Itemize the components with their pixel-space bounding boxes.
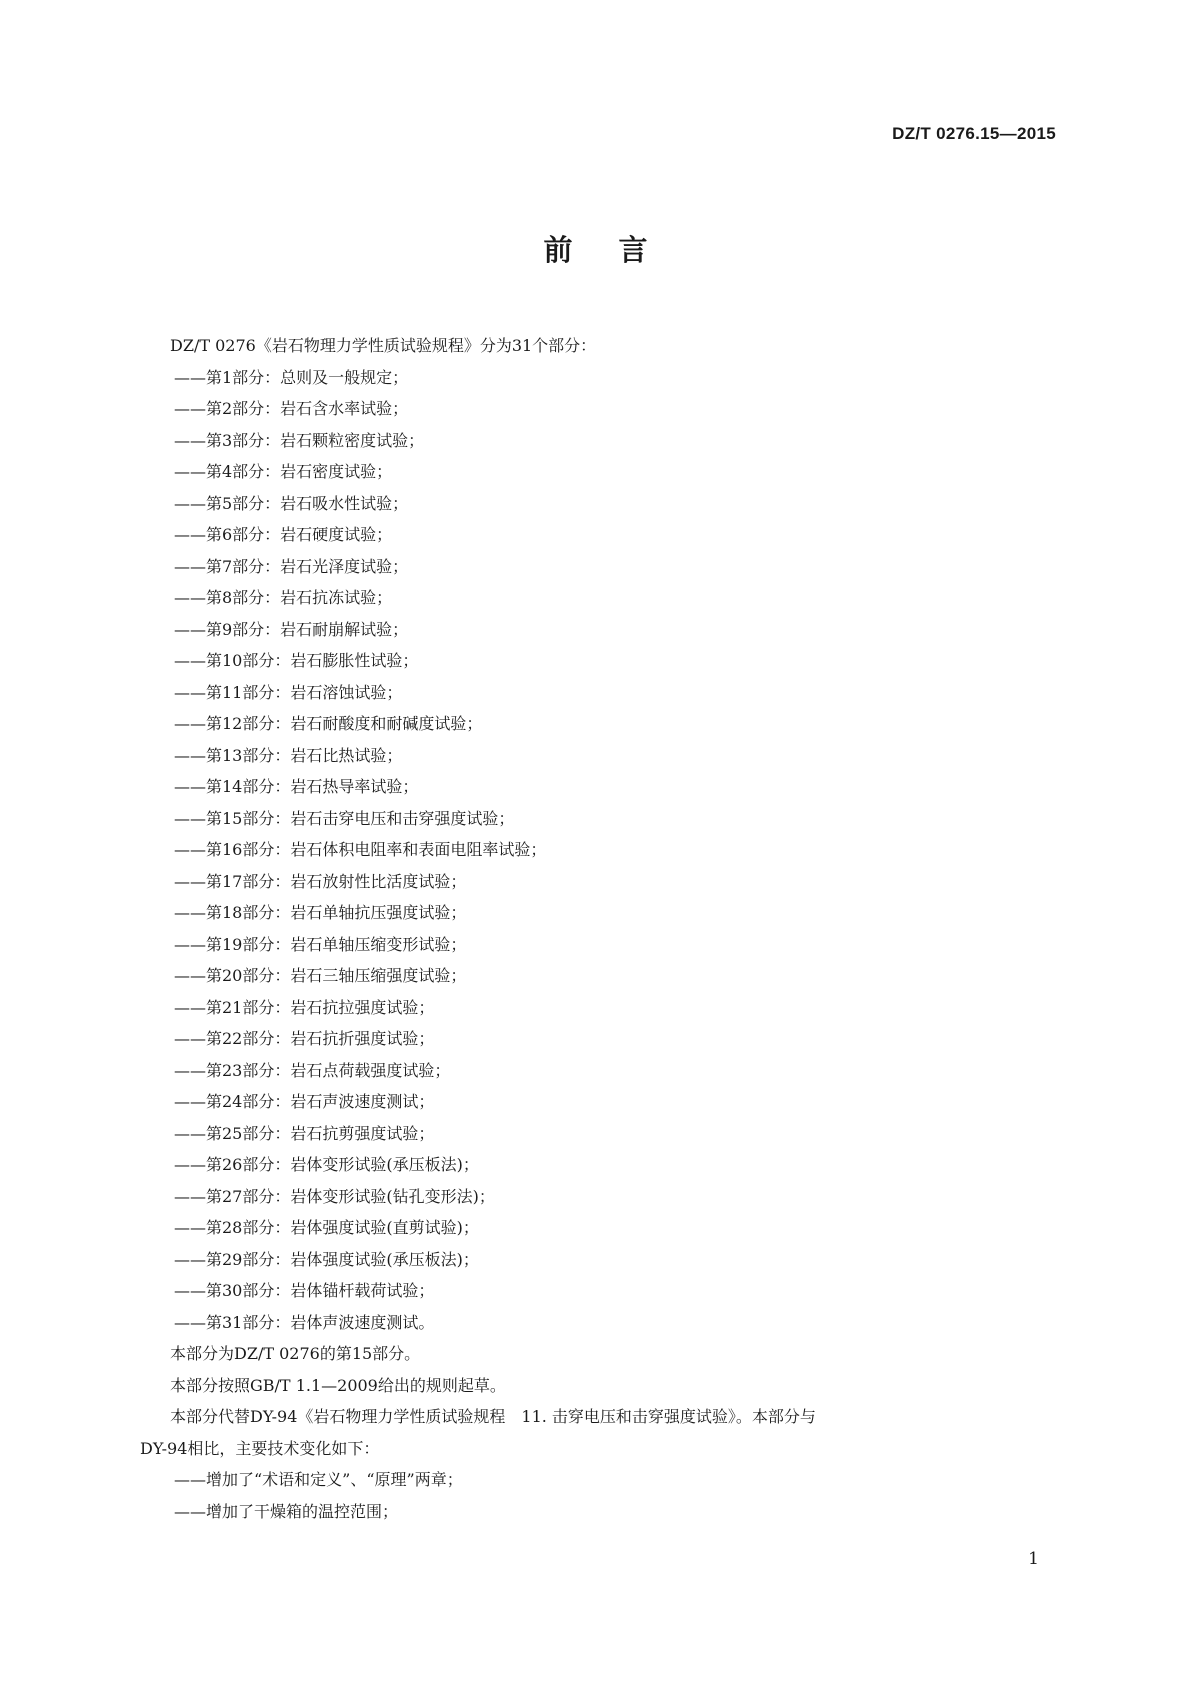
list-item: ——第2部分：岩石含水率试验； xyxy=(174,399,409,418)
list-item: ——第27部分：岩体变形试验(钻孔变形法)； xyxy=(174,1186,495,1206)
list-item: ——第21部分：岩石抗拉强度试验； xyxy=(174,997,435,1017)
list-item: ——第30部分：岩体锚杆载荷试验； xyxy=(174,1281,435,1300)
list-item: ——第25部分：岩石抗剪强度试验； xyxy=(174,1123,435,1143)
list-item: ——第14部分：岩石热导率试验； xyxy=(174,777,419,796)
list-item: ——第12部分：岩石耐酸度和耐碱度试验； xyxy=(174,714,483,733)
list-item: ——增加了“术语和定义”、“原理”两章； xyxy=(174,1470,463,1489)
list-item: ——第28部分：岩体强度试验(直剪试验)； xyxy=(174,1218,479,1237)
list-item: ——第19部分：岩石单轴压缩变形试验； xyxy=(174,934,467,954)
list-item: ——第1部分：总则及一般规定； xyxy=(174,367,409,387)
list-item: ——第15部分：岩石击穿电压和击穿强度试验； xyxy=(174,808,515,828)
list-item: ——第7部分：岩石光泽度试验； xyxy=(174,556,409,576)
list-item: ——第26部分：岩体变形试验(承压板法)； xyxy=(174,1155,479,1174)
list-item: ——第4部分：岩石密度试验； xyxy=(174,462,393,481)
changes-list xyxy=(174,1464,1074,1527)
list-item: ——第18部分：岩石单轴抗压强度试验； xyxy=(174,903,467,922)
list-item: ——第9部分：岩石耐崩解试验； xyxy=(174,619,409,639)
list-item: ——第23部分：岩石点荷载强度试验； xyxy=(174,1060,451,1080)
page-title: 前言 xyxy=(543,233,694,267)
list-item: ——第5部分：岩石吸水性试验； xyxy=(174,493,409,513)
list-item: ——第17部分：岩石放射性比活度试验； xyxy=(174,871,467,891)
statement-replace-line-2: DY-94相比，主要技术变化如下： xyxy=(140,1438,380,1458)
foreword-body xyxy=(140,330,1074,1527)
page-number: 1 xyxy=(1028,1549,1039,1569)
parts-list xyxy=(174,362,1074,1339)
list-item: ——第10部分：岩石膨胀性试验； xyxy=(174,651,419,670)
list-item: ——第29部分：岩体强度试验(承压板法)； xyxy=(174,1249,479,1269)
statement-replace-line-1: 本部分代替DY-94《岩石物理力学性质试验规程 11. 击穿电压和击穿强度试验》。本部分与 xyxy=(170,1407,816,1426)
list-item: ——第8部分：岩石抗冻试验； xyxy=(174,588,393,607)
list-item: ——第31部分：岩体声波速度测试。 xyxy=(174,1312,435,1332)
statement-part: 本部分为DZ/T 0276的第15部分。 xyxy=(170,1344,421,1363)
intro-line: DZ/T 0276《岩石物理力学性质试验规程》分为31个部分： xyxy=(170,336,597,355)
list-item: ——第16部分：岩石体积电阻率和表面电阻率试验； xyxy=(174,840,547,859)
standard-code: DZ/T 0276.15—2015 xyxy=(892,124,1056,143)
list-item: ——增加了干燥箱的温控范围； xyxy=(174,1501,399,1521)
list-item: ——第20部分：岩石三轴压缩强度试验； xyxy=(174,966,467,985)
list-item: ——第24部分：岩石声波速度测试； xyxy=(174,1092,435,1111)
list-item: ——第6部分：岩石硬度试验； xyxy=(174,525,393,544)
statement-rules: 本部分按照GB/T 1.1—2009给出的规则起草。 xyxy=(170,1375,506,1395)
list-item: ——第11部分：岩石溶蚀试验； xyxy=(174,682,403,702)
list-item: ——第3部分：岩石颗粒密度试验； xyxy=(174,430,425,450)
list-item: ——第22部分：岩石抗折强度试验； xyxy=(174,1029,435,1048)
list-item: ——第13部分：岩石比热试验； xyxy=(174,745,403,765)
